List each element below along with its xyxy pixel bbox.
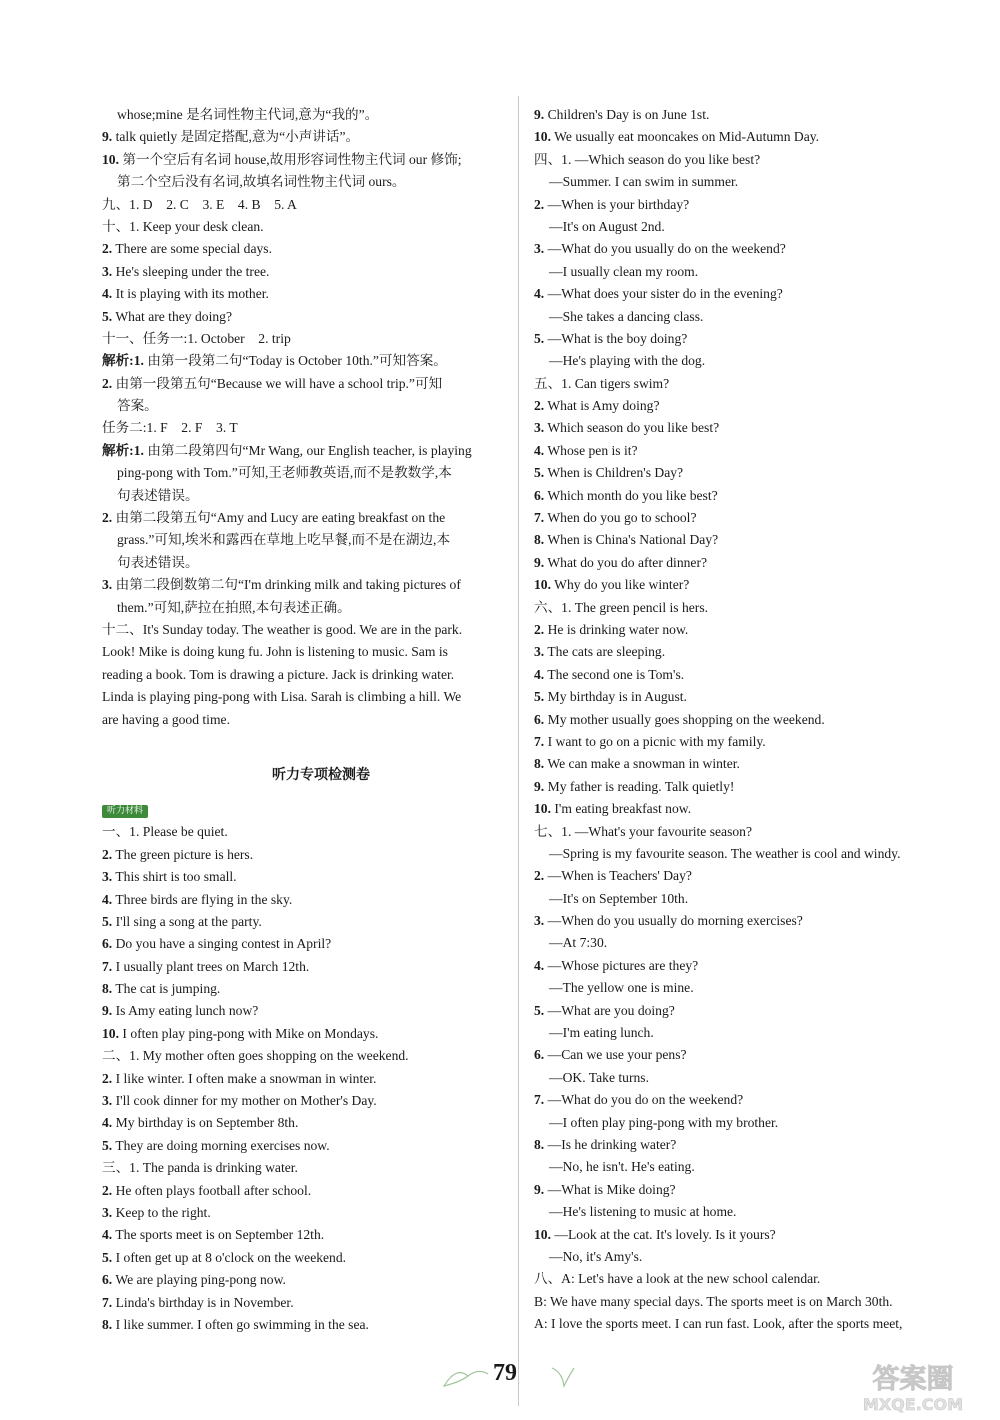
text-line [534,776,942,798]
item-number: 9. [534,107,545,122]
text-line [534,1156,942,1178]
line-text: —I often play ping-pong with my brother. [549,1114,779,1130]
text-line [102,149,510,171]
text-line [102,462,510,484]
item-number: 8. [102,981,113,997]
item-number: 9. [534,778,545,794]
text-line [534,171,942,193]
line-text: 由第一段第五句“Because we will have a school trip.”可知 [112,375,443,391]
text-line [102,956,510,978]
text-line [534,1067,942,1089]
line-text: I'll cook dinner for my mother on Mother's Day. [112,1093,377,1109]
item-number: 5. [534,689,545,705]
text-line [102,686,510,708]
item-number: 3. [534,913,545,929]
item-number: 5. [102,1137,113,1153]
line-text: —Can we use your pens? [544,1047,687,1063]
text-line [102,529,510,551]
line-text: It is playing with its mother. [112,286,269,302]
text-line [534,507,942,529]
line-text: A: I love the sports meet. I can run fast. Look, after the sports meet, [534,1316,903,1332]
line-text: The green picture is hers. [112,846,254,862]
watermark-top: 答案圈 [872,1364,954,1395]
line-text: 十二、It's Sunday today. The weather is good. We are in the park. [102,621,463,637]
text-line [534,597,942,619]
item-number: 5. [102,1249,113,1265]
text-line [102,328,510,350]
text-line [102,933,510,955]
item-number: 3. [102,577,113,593]
line-text: 五、1. Can tigers swim? [534,375,670,391]
text-line [534,306,942,328]
line-text: When is China's National Day? [544,532,719,548]
line-text: We are playing ping-pong now. [112,1272,286,1288]
line-text: —The yellow one is mine. [549,980,694,996]
item-number: 4. [534,957,545,973]
item-number: 2. [534,621,545,637]
line-text: are having a good time. [102,711,230,727]
line-text: What are they doing? [112,308,232,324]
text-line [102,1000,510,1022]
line-text: I often play ping-pong with Mike on Mondays. [119,1025,379,1041]
line-text: 十一、任务一:1. October 2. trip [102,330,291,346]
item-number: 4. [102,891,113,907]
text-line [102,1247,510,1269]
line-text: 由第二段倒数第二句“I'm drinking milk and taking pictures of [112,577,461,593]
line-text: 句表述错误。 [117,554,199,570]
text-line [102,821,510,843]
text-line [102,1224,510,1246]
text-line [534,798,942,820]
text-line [102,171,510,193]
line-text: We usually eat mooncakes on Mid-Autumn Day. [551,129,820,145]
line-text: 由第二段第五句“Amy and Lucy are eating breakfast on the [112,510,446,526]
line-text: Why do you like winter? [551,577,690,593]
line-text: He often plays football after school. [112,1182,312,1198]
item-number: 8. [534,1136,545,1152]
line-text: My father is reading. Talk quietly! [544,778,735,794]
line-text: 一、1. Please be quiet. [102,824,228,840]
line-text: I often get up at 8 o'clock on the weekend. [112,1249,347,1265]
item-number: 7. [102,958,113,974]
line-text: This shirt is too small. [112,869,237,885]
text-line [534,395,942,417]
text-line [102,350,510,372]
text-line [102,844,510,866]
line-text: I'll sing a song at the party. [112,913,262,929]
text-line [534,955,942,977]
item-number: 2. [534,398,545,414]
line-text: Linda's birthday is in November. [112,1294,294,1310]
line-text: What do you do after dinner? [544,554,708,570]
spacer [102,731,510,753]
line-text: —He's listening to music at home. [549,1204,737,1220]
item-number: 4. [102,1227,113,1243]
line-text: When is Children's Day? [544,465,684,481]
right-column [534,104,942,1335]
site-watermark-logo [838,1358,988,1416]
line-text: They are doing morning exercises now. [112,1137,330,1153]
text-line [102,1180,510,1202]
text-line [534,462,942,484]
line-text: —What is Mike doing? [544,1181,676,1197]
text-line [102,574,510,596]
line-text: 十、1. Keep your desk clean. [102,218,264,234]
item-number: 解析:1. [102,353,144,369]
item-number: 2. [102,510,113,526]
line-text: My birthday is on September 8th. [112,1115,299,1131]
text-line [534,104,942,126]
text-line [534,1044,942,1066]
line-text: 由第一段第二句“Today is October 10th.”可知答案。 [143,353,447,369]
line-text: —What are you doing? [544,1002,675,1018]
text-line [534,1089,942,1111]
item-number: 3. [102,869,113,885]
line-text: 七、1. —What's your favourite season? [534,823,753,839]
item-number: 7. [534,1092,545,1108]
text-line [102,641,510,663]
line-text: talk quietly 是固定搭配,意为“小声讲话”。 [112,129,360,145]
line-text: Keep to the right. [112,1204,211,1220]
line-text: —At 7:30. [549,935,608,951]
line-text: —It's on September 10th. [549,890,689,906]
text-line [534,328,942,350]
text-line [534,529,942,551]
item-number: 8. [102,1316,113,1332]
line-text: —She takes a dancing class. [549,308,704,324]
text-line [102,194,510,216]
badge-row [102,797,510,821]
item-number: 6. [534,487,545,503]
item-number: 4. [102,1115,113,1131]
line-text: I like summer. I often go swimming in the sea. [112,1316,369,1332]
line-text: —No, he isn't. He's eating. [549,1159,695,1175]
line-text: —He's playing with the dog. [549,353,706,369]
line-text: —Look at the cat. It's lovely. Is it yours? [551,1226,776,1242]
item-number: 10. [534,129,551,145]
section-title: 听力专项检测卷 [272,767,370,784]
text-line [534,1022,942,1044]
text-line [534,350,942,372]
line-text: 任务二:1. F 2. F 3. T [102,420,238,436]
line-text: them.”可知,萨拉在拍照,本句表述正确。 [117,599,351,615]
text-line [102,440,510,462]
item-number: 2. [534,196,545,212]
item-number: 4. [534,666,545,682]
listening-material-badge: 听力材料 [102,805,148,818]
line-text: We can make a snowman in winter. [544,756,740,772]
text-line [102,1157,510,1179]
item-number: 6. [534,711,545,727]
line-text: When do you go to school? [544,510,697,526]
item-number: 6. [534,1047,545,1063]
text-line [102,1068,510,1090]
line-text: He's sleeping under the tree. [112,263,270,279]
line-text: I usually plant trees on March 12th. [112,958,310,974]
line-text: 九、1. D 2. C 3. E 4. B 5. A [102,196,297,212]
line-text: —Whose pictures are they? [544,957,699,973]
text-line [102,373,510,395]
line-text: There are some special days. [112,241,272,257]
item-number: 4. [534,286,545,302]
text-line [102,238,510,260]
line-text: 四、1. —Which season do you like best? [534,151,761,167]
text-line [102,1292,510,1314]
line-text: —OK. Take turns. [549,1069,649,1085]
item-number: 9. [534,554,545,570]
item-number: 10. [102,151,119,167]
item-number: 3. [534,420,545,436]
text-line [534,753,942,775]
line-text: —Is he drinking water? [544,1136,677,1152]
line-text: —What is the boy doing? [544,330,688,346]
column-divider [518,96,519,1406]
line-text: —It's on August 2nd. [549,218,665,234]
text-line [534,373,942,395]
text-line [534,1179,942,1201]
item-number: 7. [102,1294,113,1310]
line-text: 答案。 [117,398,158,414]
text-line [534,843,942,865]
text-line [534,261,942,283]
line-text: B: We have many special days. The sports meet is on March 30th. [534,1293,893,1309]
line-text: Is Amy eating lunch now? [112,1003,259,1019]
text-line [534,888,942,910]
text-line [102,911,510,933]
line-text: grass.”可知,埃米和露西在草地上吃早餐,而不是在湖边,本 [117,532,451,548]
item-number: 2. [102,846,113,862]
line-text: Do you have a singing contest in April? [112,936,332,952]
text-line [102,1023,510,1045]
text-line [534,641,942,663]
text-line [102,709,510,731]
text-line [534,216,942,238]
line-text: 由第二段第四句“Mr Wang, our English teacher, is playing [143,442,472,458]
text-line [102,261,510,283]
leaf-ornament-right-icon [548,1362,578,1390]
line-text: 第二个空后没有名词,故填名词性物主代词 ours。 [117,174,406,190]
line-text: 八、A: Let's have a look at the new school calendar. [534,1271,821,1287]
text-line [534,865,942,887]
line-text: —I'm eating lunch. [549,1025,654,1041]
text-line [102,417,510,439]
line-text: —What does your sister do in the evening? [544,286,783,302]
line-text: The sports meet is on September 12th. [112,1227,325,1243]
line-text: He is drinking water now. [544,621,689,637]
item-number: 4. [534,442,545,458]
text-line [534,1000,942,1022]
text-line [534,574,942,596]
text-line [102,1045,510,1067]
text-line [534,417,942,439]
text-line [534,977,942,999]
item-number: 2. [102,241,113,257]
line-text: 六、1. The green pencil is hers. [534,599,709,615]
text-line [102,664,510,686]
item-number: 8. [534,532,545,548]
text-line [102,1269,510,1291]
text-line [534,821,942,843]
item-number: 4. [102,286,113,302]
text-line [534,1224,942,1246]
item-number: 2. [534,868,545,884]
line-text: —When is your birthday? [544,196,690,212]
text-line [102,216,510,238]
item-number: 3. [102,263,113,279]
item-number: 9. [534,1181,545,1197]
text-line [102,1135,510,1157]
text-line [102,306,510,328]
item-number: 10. [534,577,551,593]
line-text: Look! Mike is doing kung fu. John is listening to music. Sam is [102,644,448,660]
text-line [534,126,942,148]
item-number: 2. [102,1182,113,1198]
text-line [102,866,510,888]
page-number: 79 [493,1360,517,1386]
text-line [534,709,942,731]
line-text: Children's Day is on June 1st. [544,107,710,122]
text-line [534,910,942,932]
text-line [534,440,942,462]
item-number: 3. [534,241,545,257]
line-text: I like winter. I often make a snowman in winter. [112,1070,377,1086]
text-line [534,686,942,708]
line-text: Whose pen is it? [544,442,638,458]
text-line [534,1291,942,1313]
text-line [534,1313,942,1335]
text-line [534,149,942,171]
text-line [534,664,942,686]
line-text: —What do you do on the weekend? [544,1092,744,1108]
text-line [102,1090,510,1112]
item-number: 7. [534,733,545,749]
text-line [102,1202,510,1224]
item-number: 5. [534,330,545,346]
line-text: Linda is playing ping-pong with Lisa. Sarah is climbing a hill. We [102,689,462,705]
text-line [102,507,510,529]
text-line [534,1268,942,1290]
line-text: 第一个空后有名词 house,故用形容词性物主代词 our 修饰; [119,151,462,167]
line-text: Which season do you like best? [544,420,720,436]
line-text: —What do you usually do on the weekend? [544,241,786,257]
line-text: reading a book. Tom is drawing a picture. Jack is drinking water. [102,666,455,682]
line-text: —I usually clean my room. [549,263,699,279]
listening-material-continued [534,104,942,1335]
text-line [102,1112,510,1134]
text-line [534,619,942,641]
line-text: The cat is jumping. [112,981,221,997]
line-text: The cats are sleeping. [544,644,666,660]
line-text: Three birds are flying in the sky. [112,891,293,907]
text-line [102,485,510,507]
line-text: I want to go on a picnic with my family. [544,733,766,749]
line-text: 三、1. The panda is drinking water. [102,1160,298,1176]
line-text: —No, it's Amy's. [549,1248,643,1264]
line-text: —Spring is my favourite season. The weather is cool and windy. [549,845,901,861]
item-number: 5. [534,1002,545,1018]
item-number: 3. [534,644,545,660]
text-line [534,485,942,507]
item-number: 解析:1. [102,442,144,458]
text-line [534,283,942,305]
line-text: —Summer. I can swim in summer. [549,174,739,190]
line-text: What is Amy doing? [544,398,660,414]
item-number: 6. [102,936,113,952]
text-line [534,932,942,954]
item-number: 10. [102,1025,119,1041]
item-number: 6. [102,1272,113,1288]
item-number: 2. [102,1070,113,1086]
text-line [102,978,510,1000]
text-line [534,731,942,753]
item-number: 10. [534,1226,551,1242]
answer-explanations [102,104,510,731]
text-line [102,395,510,417]
item-number: 9. [102,1003,113,1019]
watermark-bottom: MXQE.COM [862,1395,964,1414]
item-number: 5. [102,308,113,324]
text-line [102,889,510,911]
line-text: 句表述错误。 [117,487,199,503]
text-line [534,194,942,216]
line-text: whose;mine 是名词性物主代词,意为“我的”。 [117,107,379,122]
text-line [102,126,510,148]
text-line [102,283,510,305]
listening-material-text [102,821,510,1336]
line-text: —When is Teachers' Day? [544,868,692,884]
line-text: Which month do you like best? [544,487,718,503]
item-number: 2. [102,375,113,391]
item-number: 10. [534,801,551,817]
line-text: My mother usually goes shopping on the weekend. [544,711,825,727]
line-text: 二、1. My mother often goes shopping on the weekend. [102,1048,409,1064]
text-line [102,619,510,641]
item-number: 3. [102,1093,113,1109]
text-line [102,1314,510,1336]
item-number: 5. [534,465,545,481]
item-number: 5. [102,913,113,929]
item-number: 3. [102,1204,113,1220]
item-number: 9. [102,129,113,145]
line-text: —When do you usually do morning exercises? [544,913,803,929]
text-line [534,1112,942,1134]
text-line [534,552,942,574]
text-line [102,104,510,126]
text-line [534,1201,942,1223]
text-line [534,1134,942,1156]
line-text: I'm eating breakfast now. [551,801,692,817]
text-line [102,597,510,619]
text-line [534,1246,942,1268]
item-number: 8. [534,756,545,772]
line-text: ping-pong with Tom.”可知,王老师教英语,而不是教数学,本 [117,465,452,481]
line-text: The second one is Tom's. [544,666,685,682]
line-text: My birthday is in August. [544,689,687,705]
item-number: 7. [534,510,545,526]
text-line [102,552,510,574]
text-line [534,238,942,260]
left-column [102,104,510,1336]
